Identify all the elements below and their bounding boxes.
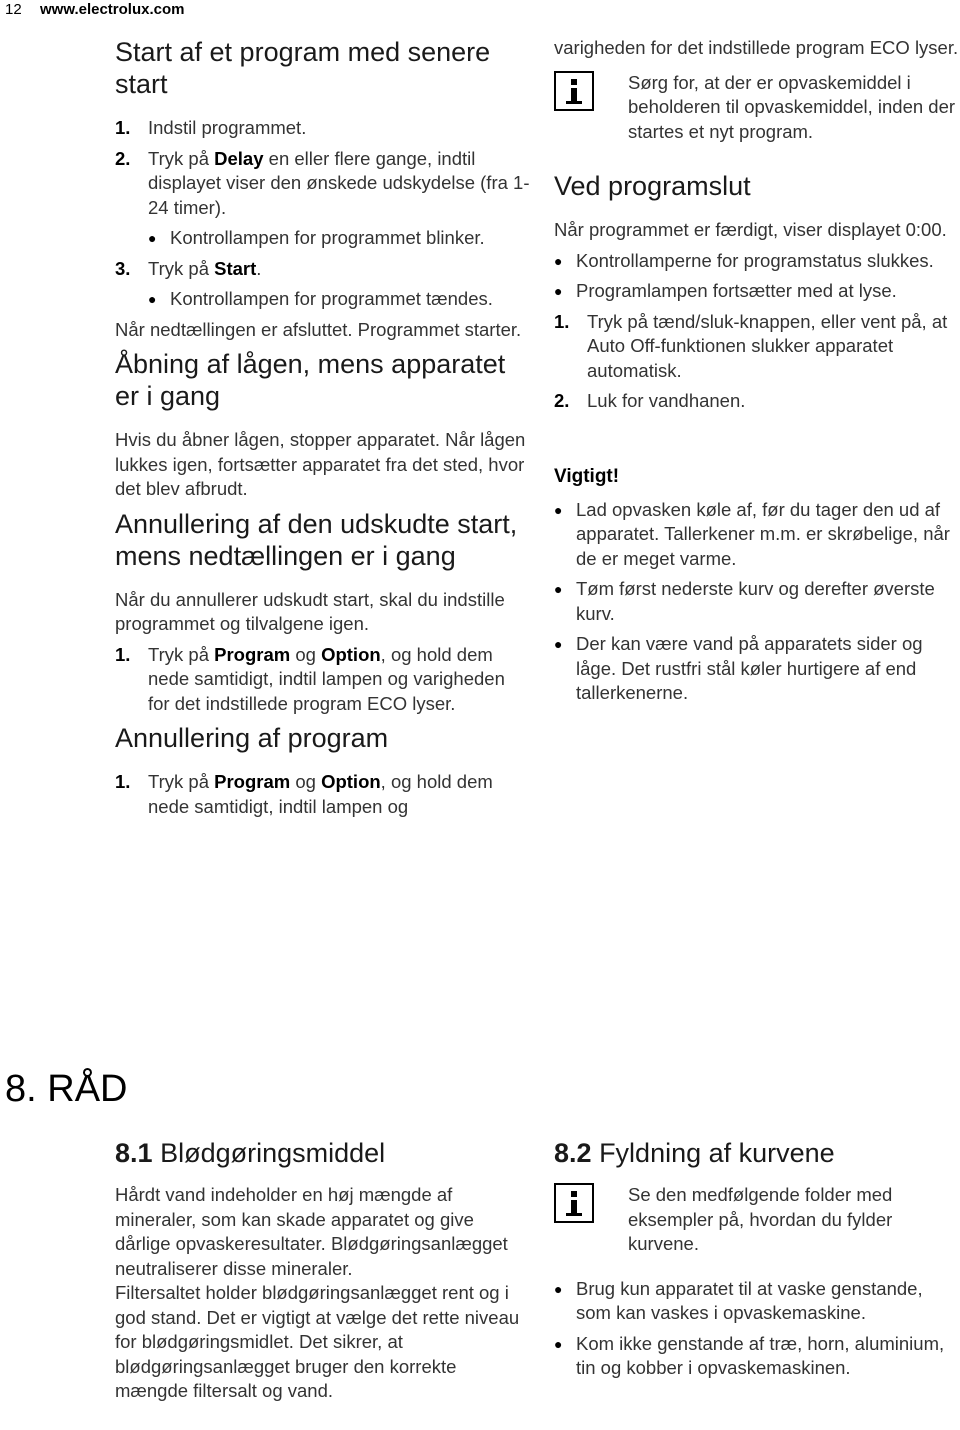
section-title-door-opening: Åbning af lågen, mens apparatet er i gang bbox=[115, 349, 506, 411]
bullet-icon: ● bbox=[554, 1280, 563, 1297]
bullet-text: Kontrollampen for programmet tændes. bbox=[170, 288, 493, 309]
right-column bbox=[554, 36, 959, 712]
bullet-text: Der kan være vand på apparatets sider og låge. Det rustfri stål køler hurtigere af end tallerkenerne. bbox=[576, 633, 923, 703]
bullet-text: Kontrollamperne for programstatus slukkes. bbox=[576, 249, 934, 271]
step-number: 3. bbox=[115, 257, 131, 279]
step-text: Tryk på Program og Option, og hold dem nede samtidigt, indtil lampen og varigheden for det indstillede program ECO lyser. bbox=[148, 643, 505, 714]
warning-title: Vigtigt! bbox=[554, 465, 620, 487]
info-note bbox=[554, 1183, 959, 1257]
bullet-item bbox=[554, 577, 959, 626]
bullet-item bbox=[148, 226, 530, 251]
bullet-text: Lad opvasken køle af, før du tager den ud af apparatet. Tallerkener m.m. er skrøbelige, når de er meget varme. bbox=[576, 498, 950, 569]
section-softener bbox=[115, 1138, 530, 1410]
step-text: Indstil programmet. bbox=[148, 117, 307, 138]
bullet-icon: ● bbox=[148, 230, 157, 246]
bullet-item bbox=[554, 1277, 959, 1326]
bullet-item bbox=[554, 498, 959, 572]
step-number: 2. bbox=[554, 390, 570, 411]
step-text: Tryk på Delay en eller flere gange, indtil displayet viser den ønskede udskydelse (fra 1-24 timer). bbox=[148, 147, 530, 218]
paragraph: Hårdt vand indeholder en høj mængde af mineraler, som kan skade apparatet og give dårlige opvaskeresultater. Blødgøringsanlægget neutraliserer disse mineraler. bbox=[115, 1184, 508, 1279]
step-number: 1. bbox=[115, 643, 131, 665]
step-text: Tryk på tænd/sluk-knappen, eller vent på, at Auto Off-funktionen slukker apparatet automatisk. bbox=[587, 310, 948, 381]
step-item bbox=[115, 116, 530, 141]
bullet-text: Tøm først nederste kurv og derefter øverste kurv. bbox=[576, 578, 935, 624]
chapter-title: 8. RÅD bbox=[5, 1068, 128, 1110]
step-item bbox=[554, 389, 959, 414]
section-title-delayed-start: Start af et program med senere start bbox=[115, 37, 491, 99]
step-number: 1. bbox=[554, 310, 570, 332]
step-number: 1. bbox=[115, 117, 131, 138]
left-column bbox=[115, 36, 530, 825]
info-icon bbox=[554, 1183, 628, 1257]
paragraph: Når nedtællingen er afsluttet. Programmet starter. bbox=[115, 318, 522, 340]
bullet-icon: ● bbox=[554, 252, 563, 269]
bullet-text: Programlampen fortsætter med at lyse. bbox=[576, 280, 897, 301]
bullet-item bbox=[554, 1332, 959, 1381]
paragraph: Filtersaltet holder blødgøringsanlægget rent og i god stand. Det er vigtigt at vælge det rette niveau for blødgøringsmidlet. Det sikrer, at blødgøringsanlægget bruger den korrekte mængde filtersalt og vand. bbox=[115, 1282, 520, 1401]
step-text: Luk for vandhanen. bbox=[587, 390, 746, 411]
info-note bbox=[554, 71, 959, 145]
step-item bbox=[115, 257, 530, 282]
info-icon bbox=[554, 71, 628, 145]
bullet-icon: ● bbox=[554, 581, 563, 597]
page-number: 12 bbox=[5, 1, 22, 18]
bullet-text: Kontrollampen for programmet blinker. bbox=[170, 227, 485, 248]
step-item bbox=[115, 770, 530, 819]
step-text: Tryk på Start. bbox=[148, 257, 262, 279]
paragraph: varigheden for det indstillede program ECO lyser. bbox=[554, 37, 959, 58]
step-number: 1. bbox=[115, 771, 131, 792]
page-header bbox=[0, 0, 960, 24]
bullet-icon: ● bbox=[554, 1335, 563, 1352]
bullet-item bbox=[554, 249, 959, 274]
bullet-icon: ● bbox=[148, 291, 157, 307]
bullet-text: Kom ikke genstande af træ, horn, aluminium, tin og kobber i opvaskemaskinen. bbox=[576, 1332, 945, 1378]
section-title-cancel-program: Annullering af program bbox=[115, 723, 389, 753]
section-title-program-end: Ved programslut bbox=[554, 171, 751, 201]
bullet-icon: ● bbox=[554, 636, 563, 652]
step-number: 2. bbox=[115, 147, 131, 169]
step-text: Tryk på Program og Option, og hold dem nede samtidigt, indtil lampen og bbox=[148, 771, 493, 817]
bullet-text: Brug kun apparatet til at vaske genstande, som kan vaskes i opvaskemaskine. bbox=[576, 1277, 923, 1323]
subsection-title: 8.1 Blødgøringsmiddel bbox=[115, 1138, 386, 1168]
info-text: Se den medfølgende folder med eksempler på, hvordan du fylder kurvene. bbox=[628, 1184, 893, 1254]
step-item bbox=[554, 310, 959, 384]
paragraph: Når programmet er færdigt, viser displayet 0:00. bbox=[554, 219, 947, 240]
subsection-title: 8.2 Fyldning af kurvene bbox=[554, 1138, 835, 1168]
bullet-icon: ● bbox=[554, 283, 563, 299]
bullet-item bbox=[148, 287, 530, 312]
section-loading-baskets bbox=[554, 1138, 959, 1387]
paragraph: Når du annullerer udskudt start, skal du indstille programmet og tilvalgene igen. bbox=[115, 588, 505, 634]
bullet-icon: ● bbox=[554, 501, 563, 518]
paragraph: Hvis du åbner lågen, stopper apparatet. Når lågen lukkes igen, fortsætter apparatet fra det sted, hvor det blev afbrudt. bbox=[115, 429, 526, 499]
website-link[interactable]: www.electrolux.com bbox=[40, 1, 185, 18]
info-text: Sørg for, at der er opvaskemiddel i beholderen til opvaskemiddel, inden der startes et nyt program. bbox=[628, 71, 956, 142]
section-title-cancel-delayed-start: Annullering af den udskudte start, mens nedtællingen er i gang bbox=[115, 508, 518, 571]
bullet-item bbox=[554, 279, 959, 304]
bullet-item bbox=[554, 632, 959, 706]
step-item bbox=[115, 643, 530, 717]
step-item bbox=[115, 147, 530, 221]
